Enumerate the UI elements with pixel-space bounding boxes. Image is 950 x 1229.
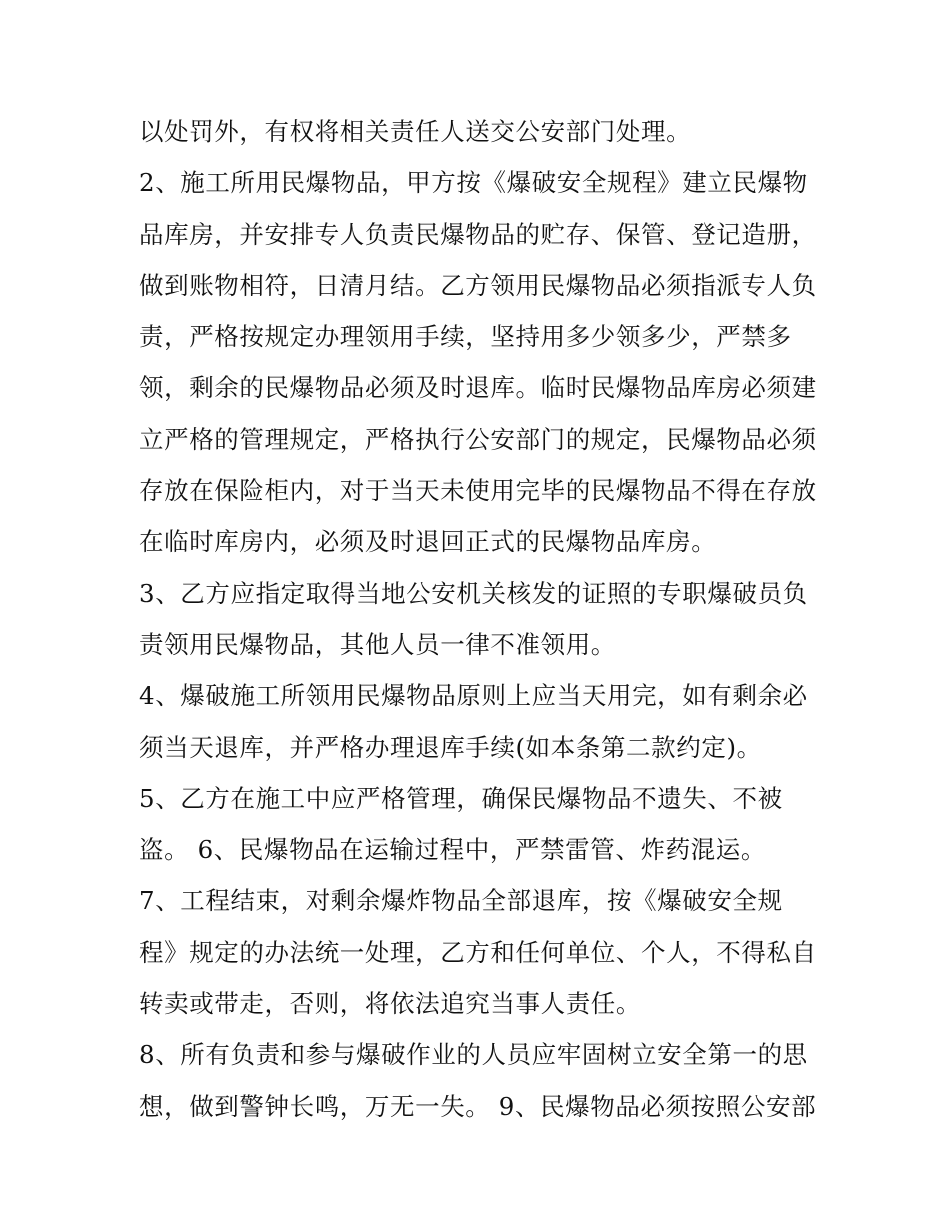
text-line: 责，严格按规定办理领用手续，坚持用多少领多少，严禁多 (139, 322, 792, 352)
text-line: 8、所有负责和参与爆破作业的人员应牢固树立安全第一的思 (139, 1040, 808, 1070)
text-line: 程》规定的办法统一处理，乙方和任何单位、个人，不得私自 (139, 937, 817, 967)
text-line: 盗。 6、民爆物品在运输过程中，严禁雷管、炸药混运。 (139, 835, 766, 865)
text-line: 品库房，并安排专人负责民爆物品的贮存、保管、登记造册， (139, 219, 817, 249)
text-line: 立严格的管理规定，严格执行公安部门的规定，民爆物品必须 (139, 424, 817, 454)
text-line: 存放在保险柜内，对于当天未使用完毕的民爆物品不得在存放 (139, 476, 817, 506)
document-body (139, 106, 819, 1132)
text-line: 领，剩余的民爆物品必须及时退库。临时民爆物品库房必须建 (139, 373, 817, 403)
text-line: 5、乙方在施工中应严格管理，确保民爆物品不遗失、不被 (139, 783, 783, 813)
text-line: 转卖或带走，否则，将依法追究当事人责任。 (139, 989, 641, 1019)
text-line: 须当天退库，并严格办理退库手续(如本条第二款约定)。 (139, 732, 762, 762)
text-line: 2、施工所用民爆物品，甲方按《爆破安全规程》建立民爆物 (139, 168, 808, 198)
text-line: 3、乙方应指定取得当地公安机关核发的证照的专职爆破员负 (139, 578, 808, 608)
text-line: 在临时库房内，必须及时退回正式的民爆物品库房。 (139, 527, 717, 557)
text-line: 责领用民爆物品，其他人员一律不准领用。 (139, 629, 616, 659)
text-line: 7、工程结束，对剩余爆炸物品全部退库，按《爆破安全规 (139, 886, 783, 916)
text-line: 做到账物相符，日清月结。乙方领用民爆物品必须指派专人负 (139, 270, 817, 300)
text-line: 以处罚外，有权将相关责任人送交公安部门处理。 (139, 117, 692, 146)
text-line: 4、爆破施工所领用民爆物品原则上应当天用完，如有剩余必 (139, 681, 808, 711)
text-line: 想，做到警钟长鸣，万无一失。 9、民爆物品必须按照公安部 (139, 1091, 817, 1121)
